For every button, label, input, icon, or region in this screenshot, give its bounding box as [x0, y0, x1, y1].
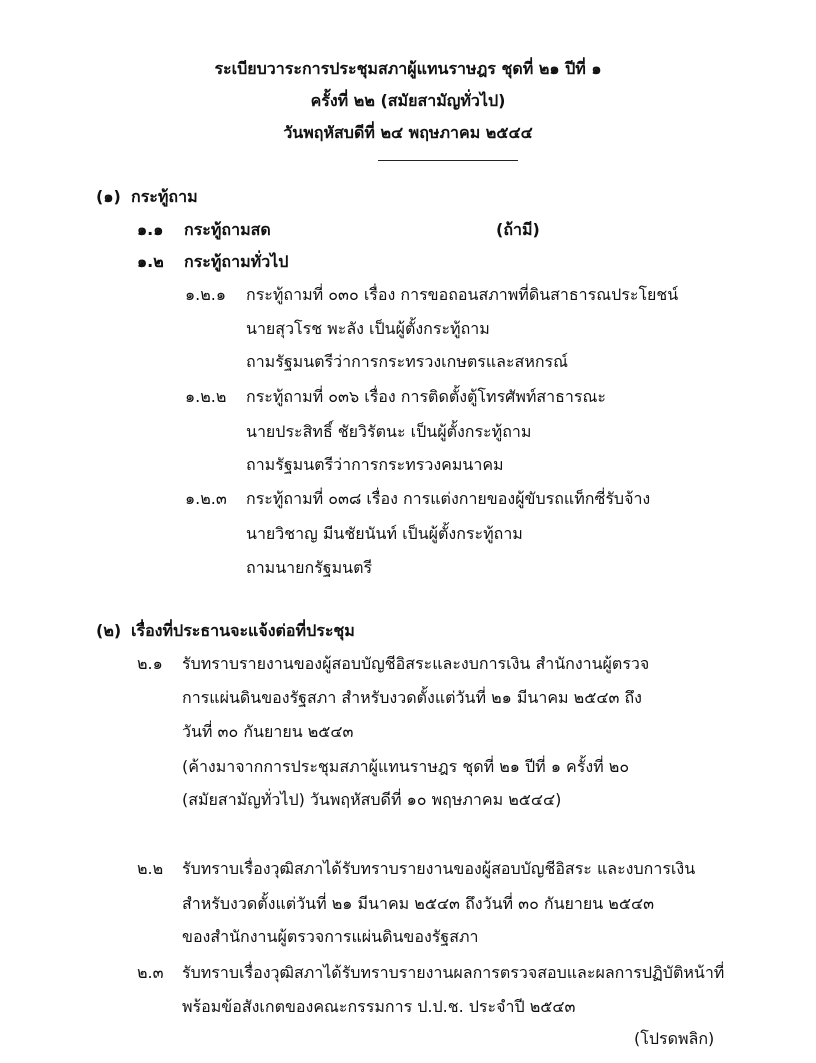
- subitem-line: นายประสิทธิ์ ชัยวิรัตนะ เป็นผู้ตั้งกระทู้ถาม: [246, 422, 532, 441]
- item-line: (ค้างมาจากการประชุมสภาผู้แทนราษฎร ชุดที่ ๒๑ ปีที่ ๑ ครั้งที่ ๒๐: [182, 757, 630, 776]
- subitem-line: ถามนายกรัฐมนตรี: [246, 558, 373, 577]
- header-divider: [378, 160, 518, 161]
- subitem-line: นายสุวโรช พะลัง เป็นผู้ตั้งกระทู้ถาม: [246, 319, 490, 338]
- item-line: รับทราบเรื่องวุฒิสภาได้รับทราบรายงานของผู้สอบบัญชีอิสระ และงบการเงิน: [182, 859, 696, 878]
- item-line: สำหรับงวดตั้งแต่วันที่ ๒๑ มีนาคม ๒๕๔๓ ถึงวันที่ ๓๐ กันยายน ๒๕๔๓: [182, 894, 655, 913]
- item-1-1-note: (ถ้ามี): [496, 220, 540, 239]
- item-2-3-number: ๒.๓: [137, 963, 164, 982]
- subitem-line: กระทู้ถามที่ ๐๓๘ เรื่อง การแต่งกายของผู้ขับรถแท็กซี่รับจ้าง: [246, 489, 651, 508]
- subitem-number: ๑.๒.๒: [185, 387, 227, 406]
- item-line: (สมัยสามัญทั่วไป) วันพฤหัสบดีที่ ๑๐ พฤษภาคม ๒๕๔๔): [182, 790, 562, 809]
- date-line: วันพฤหัสบดีที่ ๒๔ พฤษภาคม ๒๕๔๔: [283, 123, 533, 142]
- subitem-line: ถามรัฐมนตรีว่าการกระทรวงคมนาคม: [246, 455, 504, 474]
- subitem-line: กระทู้ถามที่ ๐๓๐ เรื่อง การขอถอนสภาพที่ดินสาธารณประโยชน์: [246, 285, 679, 304]
- section-2-title: เรื่องที่ประธานจะแจ้งต่อที่ประชุม: [131, 621, 355, 640]
- item-2-1-number: ๒.๑: [137, 654, 163, 673]
- section-1-title: กระทู้ถาม: [131, 187, 198, 206]
- item-1-1-number: ๑.๑: [137, 220, 164, 239]
- item-line: วันที่ ๓๐ กันยายน ๒๕๔๓: [182, 722, 354, 741]
- subitem-number: ๑.๒.๓: [185, 489, 227, 508]
- item-line: การแผ่นดินของรัฐสภา สำหรับงวดตั้งแต่วันที่ ๒๑ มีนาคม ๒๕๔๓ ถึง: [182, 688, 642, 707]
- item-line: พร้อมข้อสังเกตของคณะกรรมการ ป.ป.ช. ประจำปี ๒๕๔๓: [182, 997, 576, 1016]
- turn-over-note: (โปรดพลิก): [634, 1029, 715, 1048]
- item-line: รับทราบเรื่องวุฒิสภาได้รับทราบรายงานผลการตรวจสอบและผลการปฏิบัติหน้าที่: [182, 963, 725, 982]
- agenda-title: ระเบียบวาระการประชุมสภาผู้แทนราษฎร ชุดที่ ๒๑ ปีที่ ๑: [214, 59, 602, 78]
- subitem-number: ๑.๒.๑: [185, 285, 227, 304]
- item-1-1-title: กระทู้ถามสด: [184, 220, 271, 239]
- item-line: ของสำนักงานผู้ตรวจการแผ่นดินของรัฐสภา: [182, 927, 479, 946]
- session-line: ครั้งที่ ๒๒ (สมัยสามัญทั่วไป): [310, 91, 506, 110]
- subitem-line: นายวิชาญ มีนชัยนันท์ เป็นผู้ตั้งกระทู้ถาม: [246, 524, 523, 543]
- item-2-2-number: ๒.๒: [137, 859, 164, 878]
- item-line: รับทราบรายงานของผู้สอบบัญชีอิสระและงบการเงิน สำนักงานผู้ตรวจ: [182, 654, 650, 673]
- section-2-number: (๒): [96, 621, 122, 640]
- subitem-line: กระทู้ถามที่ ๐๓๖ เรื่อง การติดตั้งตู้โทรศัพท์สาธารณะ: [246, 387, 606, 406]
- section-1-number: (๑): [96, 187, 121, 206]
- item-1-2-number: ๑.๒: [137, 252, 164, 271]
- subitem-line: ถามรัฐมนตรีว่าการกระทรวงเกษตรและสหกรณ์: [246, 352, 568, 371]
- item-1-2-title: กระทู้ถามทั่วไป: [184, 252, 289, 271]
